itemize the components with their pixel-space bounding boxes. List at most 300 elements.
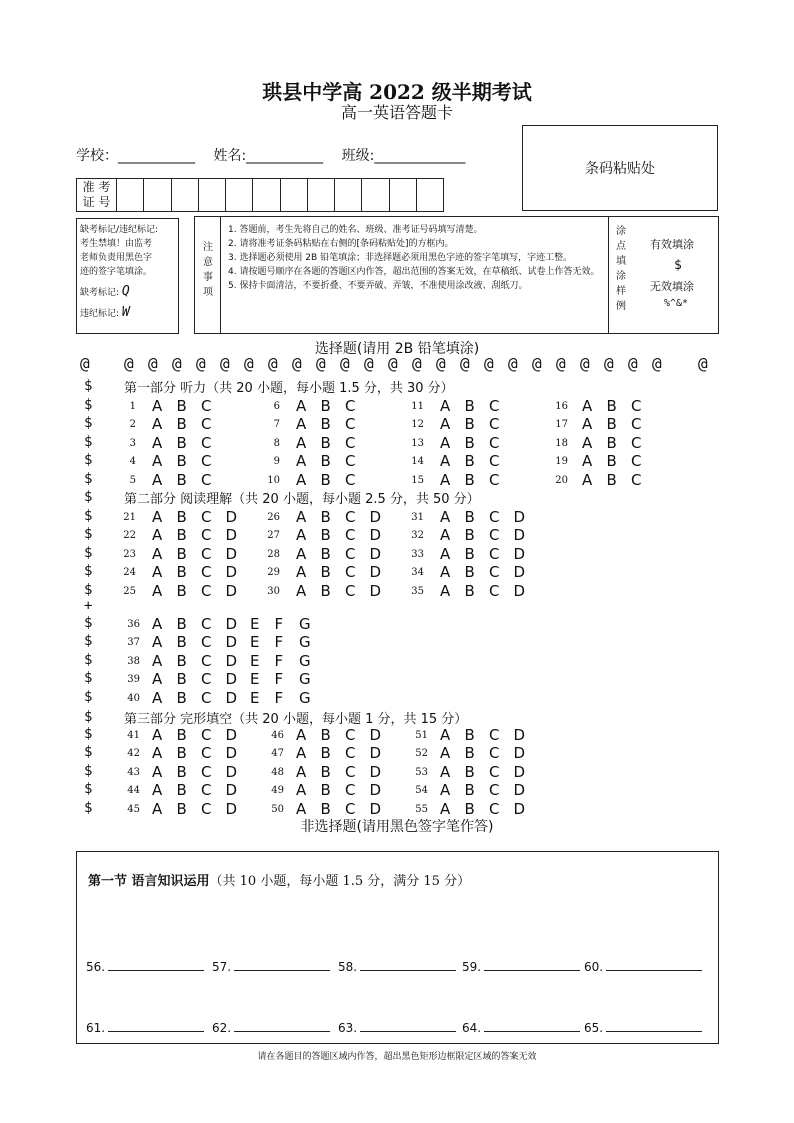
exam-number-cell[interactable] [390, 179, 417, 211]
option-bubbles [440, 563, 538, 581]
option-bubble[interactable]: B [176, 762, 187, 781]
option-bubble[interactable]: F [274, 614, 284, 633]
option-bubble[interactable]: B [320, 581, 331, 600]
option-bubble[interactable]: D [225, 526, 238, 544]
option-bubble[interactable]: B [606, 415, 617, 433]
option-bubble[interactable]: B [176, 452, 187, 470]
option-bubble[interactable]: B [320, 433, 331, 452]
option-bubble[interactable]: A [296, 433, 307, 452]
option-bubble[interactable]: E [250, 633, 260, 651]
option-bubble[interactable]: B [464, 781, 475, 799]
notice-item: 2. 请将准考证条码粘贴在右侧的[条码粘贴处]的方框内。 [228, 239, 454, 249]
option-bubble[interactable]: B [320, 799, 331, 818]
option-bubble[interactable]: A [152, 725, 163, 744]
answer-line[interactable] [108, 958, 204, 971]
answer-line[interactable] [484, 1019, 580, 1032]
option-bubble[interactable]: B [176, 415, 187, 433]
option-bubble[interactable]: C [201, 563, 212, 581]
option-bubble[interactable]: B [464, 396, 475, 415]
option-bubble[interactable]: A [152, 563, 163, 581]
option-bubble[interactable]: C [201, 614, 212, 633]
option-bubble[interactable]: A [296, 415, 307, 433]
question-number: 2 [129, 419, 136, 430]
timing-mark: @ [316, 354, 326, 373]
option-bubble[interactable]: G [299, 688, 311, 707]
option-bubbles [582, 397, 656, 415]
option-bubble[interactable]: C [631, 452, 642, 470]
option-bubble[interactable]: D [513, 526, 526, 544]
option-bubble[interactable]: C [201, 396, 212, 415]
answer-line[interactable] [360, 958, 456, 971]
option-bubble[interactable]: C [489, 507, 500, 526]
option-bubble[interactable]: C [201, 651, 212, 670]
option-bubble[interactable]: B [176, 670, 187, 688]
option-bubble[interactable]: A [152, 651, 163, 670]
option-bubble[interactable]: B [176, 470, 187, 489]
option-bubble[interactable]: D [225, 781, 238, 799]
option-bubble[interactable]: C [631, 415, 642, 433]
option-bubble[interactable]: D [225, 799, 238, 818]
option-bubble[interactable]: C [489, 781, 500, 799]
option-bubble[interactable]: A [296, 725, 307, 744]
sample-divider [608, 216, 609, 334]
option-bubble[interactable]: B [464, 452, 475, 470]
answer-line[interactable] [234, 1019, 330, 1032]
option-bubble[interactable]: C [201, 507, 212, 526]
option-bubble[interactable]: A [152, 670, 163, 688]
option-bubble[interactable]: A [440, 762, 451, 781]
answer-line[interactable] [360, 1019, 456, 1032]
option-bubble[interactable]: C [201, 581, 212, 600]
timing-mark: @ [652, 354, 662, 373]
option-bubble[interactable]: B [320, 526, 331, 544]
class-field[interactable]: 班级:_____________ [341, 148, 466, 164]
option-bubble[interactable]: C [631, 470, 642, 489]
exam-number-cell[interactable] [117, 179, 144, 211]
option-bubble[interactable]: D [369, 526, 382, 544]
option-bubble[interactable]: A [296, 452, 307, 470]
option-bubble[interactable]: A [582, 415, 593, 433]
option-bubble[interactable]: C [345, 725, 356, 744]
option-bubble[interactable]: A [152, 633, 163, 651]
question-number: 21 [123, 511, 136, 523]
option-bubble[interactable]: C [345, 452, 356, 470]
answer-blank[interactable] [86, 1019, 204, 1035]
exam-number-cell[interactable] [362, 179, 389, 211]
option-bubble[interactable]: A [152, 581, 163, 600]
exam-number-cell[interactable] [226, 179, 253, 211]
option-bubble[interactable]: F [274, 670, 284, 688]
option-bubble[interactable]: B [176, 744, 187, 762]
option-bubble[interactable]: D [225, 744, 238, 762]
option-bubble[interactable]: C [201, 781, 212, 799]
option-bubble[interactable]: D [513, 544, 526, 563]
option-bubble[interactable]: C [489, 762, 500, 781]
option-bubble[interactable]: A [440, 526, 451, 544]
option-bubble[interactable]: G [299, 633, 311, 651]
option-bubble[interactable]: D [513, 581, 526, 600]
option-bubble[interactable]: D [513, 762, 526, 781]
answer-blank[interactable] [462, 958, 580, 974]
exam-title: 珙县中学高 2022 级半期考试 [262, 80, 532, 104]
option-bubble[interactable]: B [464, 762, 475, 781]
option-bubble[interactable]: A [440, 507, 451, 526]
option-bubble[interactable]: B [606, 433, 617, 452]
option-bubble[interactable]: B [176, 563, 187, 581]
option-bubble[interactable]: D [225, 725, 238, 744]
option-bubble[interactable]: C [345, 415, 356, 433]
option-bubbles [152, 526, 250, 544]
option-bubble[interactable]: A [152, 781, 163, 799]
option-bubble[interactable]: B [320, 470, 331, 489]
answer-blank[interactable] [86, 958, 204, 974]
option-bubble[interactable]: B [464, 744, 475, 762]
option-bubble[interactable]: A [152, 452, 163, 470]
option-bubble[interactable]: C [345, 526, 356, 544]
exam-number-cell[interactable] [144, 179, 171, 211]
option-bubble[interactable]: A [152, 507, 163, 526]
option-bubble[interactable]: A [152, 415, 163, 433]
option-bubble[interactable]: B [176, 799, 187, 818]
answer-blank[interactable] [212, 1019, 330, 1035]
option-bubble[interactable]: C [345, 433, 356, 452]
option-bubble[interactable]: B [606, 452, 617, 470]
option-bubble[interactable]: A [152, 396, 163, 415]
timing-mark: @ [532, 354, 542, 373]
option-bubble[interactable]: D [225, 651, 238, 670]
option-bubble[interactable]: C [201, 799, 212, 818]
option-bubble[interactable]: B [606, 470, 617, 489]
option-bubble[interactable]: C [489, 396, 500, 415]
question-number: 16 [555, 400, 568, 412]
option-bubbles [296, 781, 394, 799]
option-bubble[interactable]: D [225, 581, 238, 600]
option-bubble[interactable]: B [464, 725, 475, 744]
option-bubble[interactable]: D [369, 799, 382, 818]
option-bubble[interactable]: F [274, 633, 284, 651]
exam-number-cell[interactable] [308, 179, 335, 211]
option-bubble[interactable]: A [296, 762, 307, 781]
timing-mark: @ [580, 354, 590, 373]
option-bubble[interactable]: D [513, 744, 526, 762]
option-bubble[interactable]: A [152, 762, 163, 781]
option-bubble[interactable]: D [225, 507, 238, 526]
option-bubbles [152, 800, 250, 818]
option-bubble[interactable]: A [440, 799, 451, 818]
option-bubbles [152, 652, 324, 670]
timing-mark: @ [220, 354, 230, 373]
option-bubble[interactable]: A [440, 396, 451, 415]
option-bubble[interactable]: B [176, 781, 187, 799]
option-bubble[interactable]: C [201, 688, 212, 707]
option-bubble[interactable]: B [464, 433, 475, 452]
answer-blank[interactable] [338, 958, 456, 974]
section-title-main: 第一节 语言知识运用 [88, 874, 210, 889]
question-number: 53 [415, 766, 428, 778]
option-bubble[interactable]: B [320, 744, 331, 762]
option-bubble[interactable]: C [345, 396, 356, 415]
option-bubbles [296, 526, 394, 544]
option-bubble[interactable]: A [440, 433, 451, 452]
answer-blank[interactable] [584, 958, 702, 974]
option-bubble[interactable]: A [440, 781, 451, 799]
option-bubble[interactable]: B [176, 688, 187, 707]
option-bubble[interactable]: F [274, 688, 284, 707]
option-bubble[interactable]: B [320, 452, 331, 470]
valid-fill-sample: $ [674, 258, 682, 273]
option-bubble[interactable]: A [296, 470, 307, 489]
option-bubble[interactable]: A [296, 544, 307, 563]
option-bubble[interactable]: E [250, 614, 260, 633]
option-bubble[interactable]: A [296, 396, 307, 415]
violation-mark-bubble[interactable]: W [121, 305, 130, 320]
option-bubble[interactable]: D [369, 744, 382, 762]
option-bubble[interactable]: D [225, 544, 238, 563]
option-bubble[interactable]: E [250, 688, 260, 707]
option-bubble[interactable]: G [299, 651, 311, 670]
exam-number-cell[interactable] [281, 179, 308, 211]
option-bubble[interactable]: C [489, 452, 500, 470]
option-bubble[interactable]: C [345, 470, 356, 489]
option-bubble[interactable]: B [464, 470, 475, 489]
option-bubble[interactable]: A [440, 415, 451, 433]
option-bubble[interactable]: D [513, 563, 526, 581]
option-bubble[interactable]: D [369, 507, 382, 526]
option-bubble[interactable]: C [489, 799, 500, 818]
option-bubble[interactable]: B [464, 563, 475, 581]
option-bubble[interactable]: A [296, 744, 307, 762]
option-bubble[interactable]: B [320, 563, 331, 581]
option-bubble[interactable]: D [513, 781, 526, 799]
row-marker: $ [84, 725, 93, 742]
school-field[interactable]: 学校：___________ [76, 148, 195, 164]
option-bubble[interactable]: D [513, 725, 526, 744]
option-bubble[interactable]: C [489, 581, 500, 600]
option-bubble[interactable]: C [345, 581, 356, 600]
absent-mark-label: 缺考标记: [80, 288, 120, 298]
option-bubble[interactable]: B [320, 396, 331, 415]
option-bubble[interactable]: A [582, 433, 593, 452]
option-bubble[interactable]: B [176, 725, 187, 744]
option-bubble[interactable]: C [489, 563, 500, 581]
row-marker: $ [84, 709, 93, 725]
option-bubble[interactable]: B [176, 396, 187, 415]
option-bubbles [440, 397, 514, 415]
question-number: 32 [411, 530, 424, 541]
option-bubble[interactable]: D [513, 799, 526, 818]
option-bubble[interactable]: C [201, 744, 212, 762]
option-bubble[interactable]: A [152, 614, 163, 633]
option-bubble[interactable]: B [176, 507, 187, 526]
option-bubble[interactable]: D [369, 725, 382, 744]
exam-number-cell[interactable] [417, 179, 443, 211]
option-bubble[interactable]: C [201, 762, 212, 781]
option-bubble[interactable]: C [201, 544, 212, 563]
option-bubble[interactable]: A [296, 563, 307, 581]
option-bubble[interactable]: C [489, 725, 500, 744]
absent-mark-bubble[interactable]: Q [121, 284, 130, 299]
option-bubble[interactable]: B [320, 507, 331, 526]
option-bubble[interactable]: C [201, 526, 212, 544]
answer-line[interactable] [606, 958, 702, 971]
option-bubble[interactable]: B [464, 799, 475, 818]
option-bubble[interactable]: D [369, 762, 382, 781]
exam-number-cell[interactable] [199, 179, 226, 211]
option-bubble[interactable]: A [440, 725, 451, 744]
option-bubble[interactable]: B [320, 415, 331, 433]
option-bubble[interactable]: A [440, 581, 451, 600]
option-bubble[interactable]: A [440, 470, 451, 489]
option-bubble[interactable]: B [176, 526, 187, 544]
option-bubble[interactable]: B [320, 762, 331, 781]
timing-mark: @ [340, 354, 350, 373]
option-bubbles [440, 800, 538, 818]
violation-mark-label: 违纪标记: [80, 309, 120, 319]
option-bubble[interactable]: A [152, 526, 163, 544]
option-bubble[interactable]: D [225, 670, 238, 688]
option-bubbles [296, 763, 394, 781]
option-bubble[interactable]: D [225, 762, 238, 781]
option-bubble[interactable]: A [152, 544, 163, 563]
question-number: 33 [411, 548, 424, 560]
timing-mark: @ [484, 354, 494, 373]
option-bubble[interactable]: A [582, 470, 593, 489]
option-bubble[interactable]: C [201, 433, 212, 452]
option-bubble[interactable]: A [296, 799, 307, 818]
option-bubble[interactable]: D [369, 563, 382, 581]
option-bubble[interactable]: B [464, 544, 475, 563]
option-bubble[interactable]: C [345, 563, 356, 581]
option-bubble[interactable]: A [152, 744, 163, 762]
option-bubble[interactable]: C [345, 744, 356, 762]
answer-blank[interactable] [212, 958, 330, 974]
question-number: 46 [271, 729, 284, 741]
option-bubble[interactable]: C [345, 781, 356, 799]
option-bubble[interactable]: A [152, 799, 163, 818]
valid-fill-label: 有效填涂 [650, 238, 694, 251]
option-bubble[interactable]: D [225, 614, 238, 633]
option-bubble[interactable]: B [464, 415, 475, 433]
option-bubble[interactable]: A [152, 470, 163, 489]
row-marker: $ [84, 470, 93, 487]
option-bubble[interactable]: C [201, 633, 212, 651]
option-bubble[interactable]: C [345, 507, 356, 526]
answer-number: 63. [338, 1021, 358, 1035]
option-bubble[interactable]: C [489, 470, 500, 489]
option-bubble[interactable]: A [582, 396, 593, 415]
option-bubble[interactable]: D [225, 563, 238, 581]
option-bubble[interactable]: C [489, 433, 500, 452]
option-bubble[interactable]: B [320, 781, 331, 799]
option-bubble[interactable]: C [489, 744, 500, 762]
answer-blank[interactable] [584, 1019, 702, 1035]
option-bubble[interactable]: A [440, 544, 451, 563]
option-bubble[interactable]: G [299, 614, 311, 633]
option-bubble[interactable]: D [225, 688, 238, 707]
option-bubble[interactable]: C [201, 470, 212, 489]
timing-mark: @ [124, 354, 134, 373]
notice-item: 4. 请按题号顺序在各题的答题区内作答，超出范围的答案无效，在草稿纸、试卷上作答无效。 [228, 267, 600, 277]
option-bubbles [440, 526, 538, 544]
option-bubble[interactable]: C [201, 452, 212, 470]
question-number: 18 [555, 437, 568, 449]
option-bubble[interactable]: D [369, 544, 382, 563]
option-bubble[interactable]: E [250, 651, 260, 670]
option-bubble[interactable]: C [201, 670, 212, 688]
option-bubble[interactable]: G [299, 670, 311, 688]
option-bubble[interactable]: C [201, 725, 212, 744]
option-bubble[interactable]: C [345, 762, 356, 781]
option-bubble[interactable]: A [296, 526, 307, 544]
option-bubble[interactable]: D [513, 507, 526, 526]
row-marker: $ [84, 415, 93, 431]
name-field[interactable]: 姓名:___________ [213, 148, 324, 164]
option-bubble[interactable]: D [225, 633, 238, 651]
answer-line[interactable] [484, 958, 580, 971]
option-bubble[interactable]: C [345, 799, 356, 818]
question-number: 52 [415, 748, 428, 759]
option-bubble[interactable]: B [464, 507, 475, 526]
option-bubble[interactable]: A [440, 452, 451, 470]
option-bubble[interactable]: B [606, 396, 617, 415]
option-bubble[interactable]: B [176, 633, 187, 651]
option-bubble[interactable]: D [369, 581, 382, 600]
answer-blank[interactable] [338, 1019, 456, 1035]
question-number: 3 [129, 437, 136, 449]
option-bubble[interactable]: A [152, 433, 163, 452]
option-bubble[interactable]: B [464, 526, 475, 544]
option-bubbles [152, 563, 250, 581]
option-bubble[interactable]: C [201, 415, 212, 433]
option-bubble[interactable]: F [274, 651, 284, 670]
option-bubble[interactable]: D [369, 781, 382, 799]
option-bubble[interactable]: C [489, 526, 500, 544]
answer-blank[interactable] [462, 1019, 580, 1035]
option-bubble[interactable]: A [152, 688, 163, 707]
answer-line[interactable] [108, 1019, 204, 1032]
option-bubble[interactable]: C [489, 544, 500, 563]
exam-number-cell[interactable] [172, 179, 199, 211]
answer-line[interactable] [234, 958, 330, 971]
option-bubble[interactable]: B [320, 544, 331, 563]
option-bubble[interactable]: A [296, 581, 307, 600]
option-bubble[interactable]: C [489, 415, 500, 433]
option-bubble[interactable]: A [440, 563, 451, 581]
option-bubble[interactable]: C [631, 433, 642, 452]
option-bubble[interactable]: A [296, 507, 307, 526]
option-bubble[interactable]: C [631, 396, 642, 415]
option-bubble[interactable]: B [320, 725, 331, 744]
exam-number-cell[interactable] [253, 179, 280, 211]
question-number: 25 [123, 585, 136, 597]
option-bubble[interactable]: B [176, 433, 187, 452]
option-bubble[interactable]: A [296, 781, 307, 799]
option-bubble[interactable]: B [176, 544, 187, 563]
option-bubble[interactable]: B [176, 614, 187, 633]
option-bubble[interactable]: A [440, 744, 451, 762]
question-number: 8 [273, 437, 280, 449]
option-bubble[interactable]: B [176, 651, 187, 670]
option-bubble[interactable]: E [250, 670, 260, 688]
answer-line[interactable] [606, 1019, 702, 1032]
option-bubble[interactable]: A [582, 452, 593, 470]
option-bubbles [440, 744, 538, 762]
option-bubble[interactable]: B [464, 581, 475, 600]
option-bubble[interactable]: C [345, 544, 356, 563]
exam-number-cell[interactable] [335, 179, 362, 211]
row-marker: $ [84, 670, 93, 686]
option-bubble[interactable]: B [176, 581, 187, 600]
